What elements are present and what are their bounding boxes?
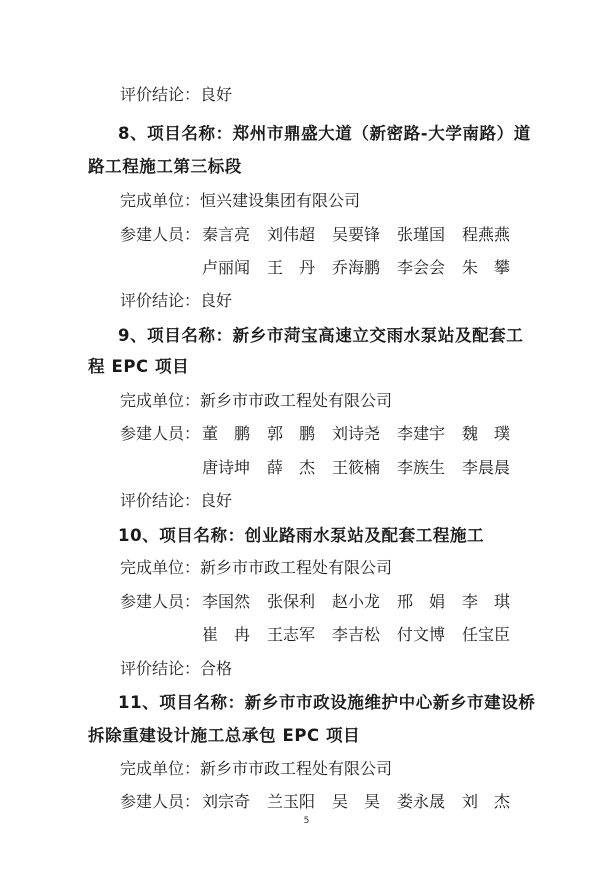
participants-row: [202, 257, 527, 279]
participants-row: [120, 591, 527, 613]
participant-name: 朱 攀: [462, 258, 511, 277]
participant-name: 吴要锋: [332, 225, 381, 244]
participant-name: 付文博: [397, 625, 446, 644]
participant-name: 王 丹: [267, 258, 316, 277]
participants-label: 参建人员：: [120, 225, 201, 244]
unit-label: 完成单位：: [120, 558, 201, 577]
evaluation-conclusion: [120, 658, 232, 680]
evaluation-value: 良好: [200, 85, 233, 104]
unit-label: 完成单位：: [120, 391, 201, 410]
participant-name: 刘诗尧: [332, 424, 381, 443]
project-title: 9、项目名称：新乡市菏宝高速立交雨水泵站及配套工: [118, 326, 524, 345]
participant-name: 李国然: [202, 592, 251, 611]
participant-name: 秦言亮: [202, 225, 251, 244]
project-title: 8、项目名称：郑州市鼎盛大道（新密路-大学南路）道: [118, 124, 531, 143]
page-number: 5: [303, 816, 310, 826]
participant-name: 兰玉阳: [267, 792, 316, 811]
participant-name: 李会会: [397, 258, 446, 277]
participant-name: 刘 杰: [462, 792, 511, 811]
participant-name: 李族生: [397, 458, 446, 477]
participant-name: 王筱楠: [332, 458, 381, 477]
project-title: 10、项目名称：创业路雨水泵站及配套工程施工: [118, 526, 485, 545]
participants-row: [120, 423, 527, 445]
participant-name: 吴 昊: [332, 792, 381, 811]
unit-label: 完成单位：: [120, 759, 201, 778]
unit-value: 新乡市市政工程处有限公司: [200, 759, 393, 778]
project-title: 11、项目名称：新乡市市政设施维护中心新乡市建设桥: [118, 693, 536, 712]
evaluation-label: 评价结论：: [120, 85, 201, 104]
participant-name: 乔海鹏: [332, 258, 381, 277]
project-title-continued: 程 EPC 项目: [88, 357, 190, 376]
evaluation-value: 良好: [200, 291, 233, 310]
participant-name: 程燕燕: [462, 225, 511, 244]
project-title-continued: 路工程施工第三标段: [88, 157, 242, 176]
participant-name: 邢 娟: [397, 592, 446, 611]
participants-row: [202, 457, 527, 479]
participant-name: 赵小龙: [332, 592, 381, 611]
participant-name: 崔 冉: [202, 625, 251, 644]
evaluation-conclusion: [120, 84, 232, 106]
participant-name: 王志军: [267, 625, 316, 644]
participants-row: [202, 624, 527, 646]
evaluation-conclusion: [120, 290, 232, 312]
participants-row: [120, 791, 527, 813]
participant-name: 董 鹏: [202, 424, 251, 443]
participants-label: 参建人员：: [120, 592, 201, 611]
completing-unit: [120, 190, 360, 212]
unit-value: 新乡市市政工程处有限公司: [200, 558, 393, 577]
evaluation-label: 评价结论：: [120, 291, 201, 310]
participants-label: 参建人员：: [120, 424, 201, 443]
participant-name: 刘宗奇: [202, 792, 251, 811]
evaluation-label: 评价结论：: [120, 491, 201, 510]
participant-name: 李吉松: [332, 625, 381, 644]
participant-name: 唐诗坤: [202, 458, 251, 477]
participant-name: 李 琪: [462, 592, 511, 611]
participant-name: 卢丽闻: [202, 258, 251, 277]
unit-label: 完成单位：: [120, 191, 201, 210]
completing-unit: [120, 390, 392, 412]
participant-name: 薛 杰: [267, 458, 316, 477]
participant-name: 任宝臣: [462, 625, 511, 644]
participants-row: [120, 224, 527, 246]
evaluation-value: 良好: [200, 491, 233, 510]
unit-value: 恒兴建设集团有限公司: [200, 191, 361, 210]
participants-label: 参建人员：: [120, 792, 201, 811]
participant-name: 娄永晟: [397, 792, 446, 811]
evaluation-conclusion: [120, 490, 232, 512]
participant-name: 郭 鹏: [267, 424, 316, 443]
participant-name: 李晨晨: [462, 458, 511, 477]
participant-name: 张瑾国: [397, 225, 446, 244]
evaluation-value: 合格: [200, 659, 233, 678]
participant-name: 刘伟超: [267, 225, 316, 244]
participant-name: 李建宇: [397, 424, 446, 443]
participant-name: 张保利: [267, 592, 316, 611]
completing-unit: [120, 758, 392, 780]
participant-name: 魏 璞: [462, 424, 511, 443]
unit-value: 新乡市市政工程处有限公司: [200, 391, 393, 410]
completing-unit: [120, 557, 392, 579]
evaluation-label: 评价结论：: [120, 659, 201, 678]
project-title-continued: 拆除重建设计施工总承包 EPC 项目: [88, 726, 361, 745]
